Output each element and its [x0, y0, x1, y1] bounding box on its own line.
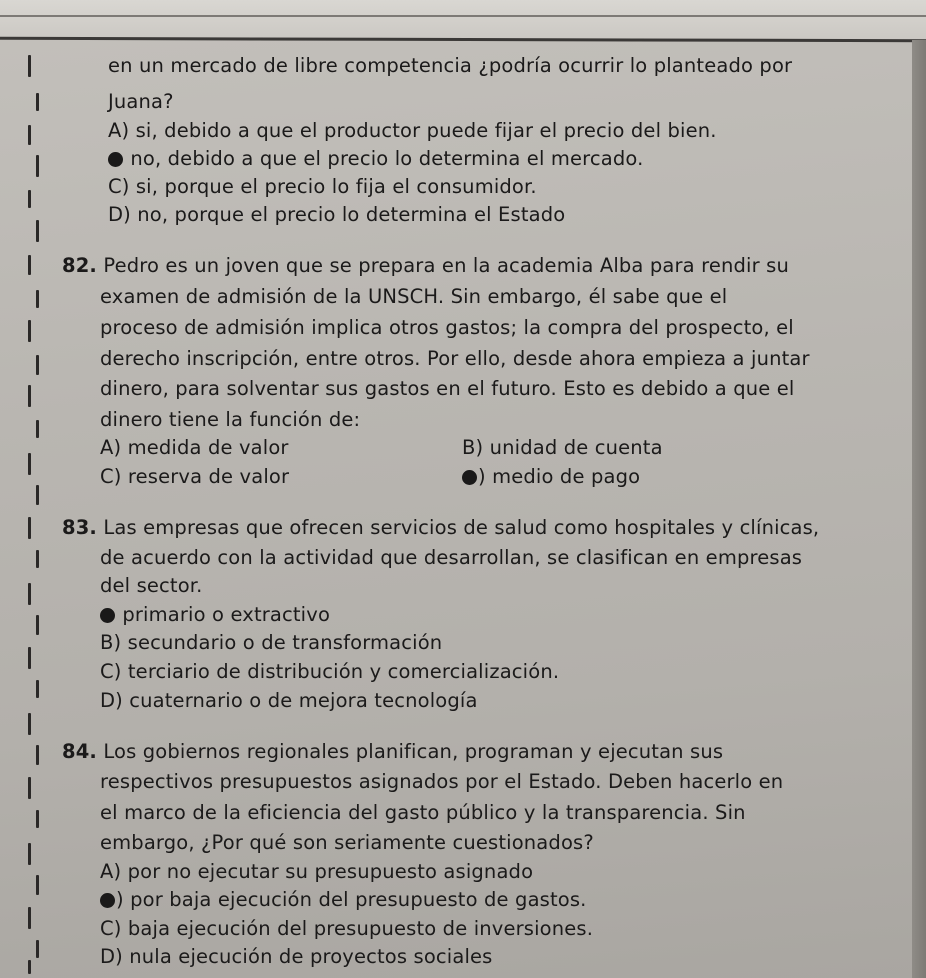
- q82-text-line: examen de admisión de la UNSCH. Sin embargo, él sabe que el: [100, 285, 728, 308]
- q82-text-line1: Pedro es un joven que se prepara en la academia Alba para rendir su: [103, 254, 789, 277]
- q84-option-b-text: ) por baja ejecución del presupuesto de gastos.: [116, 888, 587, 911]
- q84-option-a: A) por no ejecutar su presupuesto asignado: [100, 860, 534, 883]
- q83-option-d: D) cuaternario o de mejora tecnología: [100, 689, 478, 712]
- q82-option-d-text: ) medio de pago: [478, 465, 641, 488]
- q82-text-line: dinero, para solventar sus gastos en el futuro. Esto es debido a que el: [100, 377, 795, 400]
- answer-mark-icon: [108, 152, 123, 167]
- q82-number: 82.: [62, 254, 97, 277]
- q84-option-c: C) baja ejecución del presupuesto de inversiones.: [100, 917, 594, 940]
- q81-text-line: Juana?: [108, 90, 174, 113]
- q82-text-line: derecho inscripción, entre otros. Por ello, desde ahora empieza a juntar: [100, 347, 810, 370]
- q81-option-a: A) si, debido a que el productor puede fijar el precio del bien.: [108, 119, 717, 142]
- q82-option-d: [462, 465, 640, 489]
- q83-text-line: [62, 516, 819, 540]
- q83-text-line: de acuerdo con la actividad que desarrollan, se clasifican en empresas: [100, 546, 803, 569]
- q84-text-line: embargo, ¿Por qué son seriamente cuestionados?: [100, 831, 594, 854]
- q84-number: 84.: [62, 740, 97, 763]
- q84-text-line: el marco de la eficiencia del gasto público y la transparencia. Sin: [100, 801, 746, 824]
- q82-text-line: [62, 254, 789, 278]
- answer-mark-icon: [100, 608, 115, 623]
- q83-text-line1: Las empresas que ofrecen servicios de salud como hospitales y clínicas,: [103, 516, 820, 539]
- q82-option-b: B) unidad de cuenta: [462, 436, 663, 459]
- q82-text-line: proceso de admisión implica otros gastos; la compra del prospecto, el: [100, 316, 794, 339]
- q82-option-c: C) reserva de valor: [100, 465, 290, 488]
- q84-option-b: [100, 888, 587, 912]
- q84-text-line1: Los gobiernos regionales planifican, programan y ejecutan sus: [103, 740, 724, 763]
- answer-mark-icon: [100, 893, 115, 908]
- q81-option-d: D) no, porque el precio lo determina el Estado: [108, 203, 566, 226]
- q84-text-line: respectivos presupuestos asignados por el Estado. Deben hacerlo en: [100, 770, 784, 793]
- q81-option-b-text: no, debido a que el precio lo determina el mercado.: [130, 147, 644, 170]
- q83-option-b: B) secundario o de transformación: [100, 631, 443, 654]
- q83-text-line: del sector.: [100, 574, 203, 597]
- q83-option-c: C) terciario de distribución y comercialización.: [100, 660, 560, 683]
- q83-option-a: [100, 603, 330, 627]
- q83-number: 83.: [62, 516, 97, 539]
- q83-option-a-text: primario o extractivo: [122, 603, 331, 626]
- q81-text-line: en un mercado de libre competencia ¿podría ocurrir lo planteado por: [108, 54, 793, 77]
- q82-option-a: A) medida de valor: [100, 436, 289, 459]
- q81-option-c: C) si, porque el precio lo fija el consumidor.: [108, 175, 537, 198]
- q84-option-d: D) nula ejecución de proyectos sociales: [100, 945, 493, 968]
- q84-text-line: [62, 740, 723, 764]
- q81-option-b: [108, 147, 644, 171]
- q82-text-line: dinero tiene la función de:: [100, 408, 361, 431]
- answer-mark-icon: [462, 470, 477, 485]
